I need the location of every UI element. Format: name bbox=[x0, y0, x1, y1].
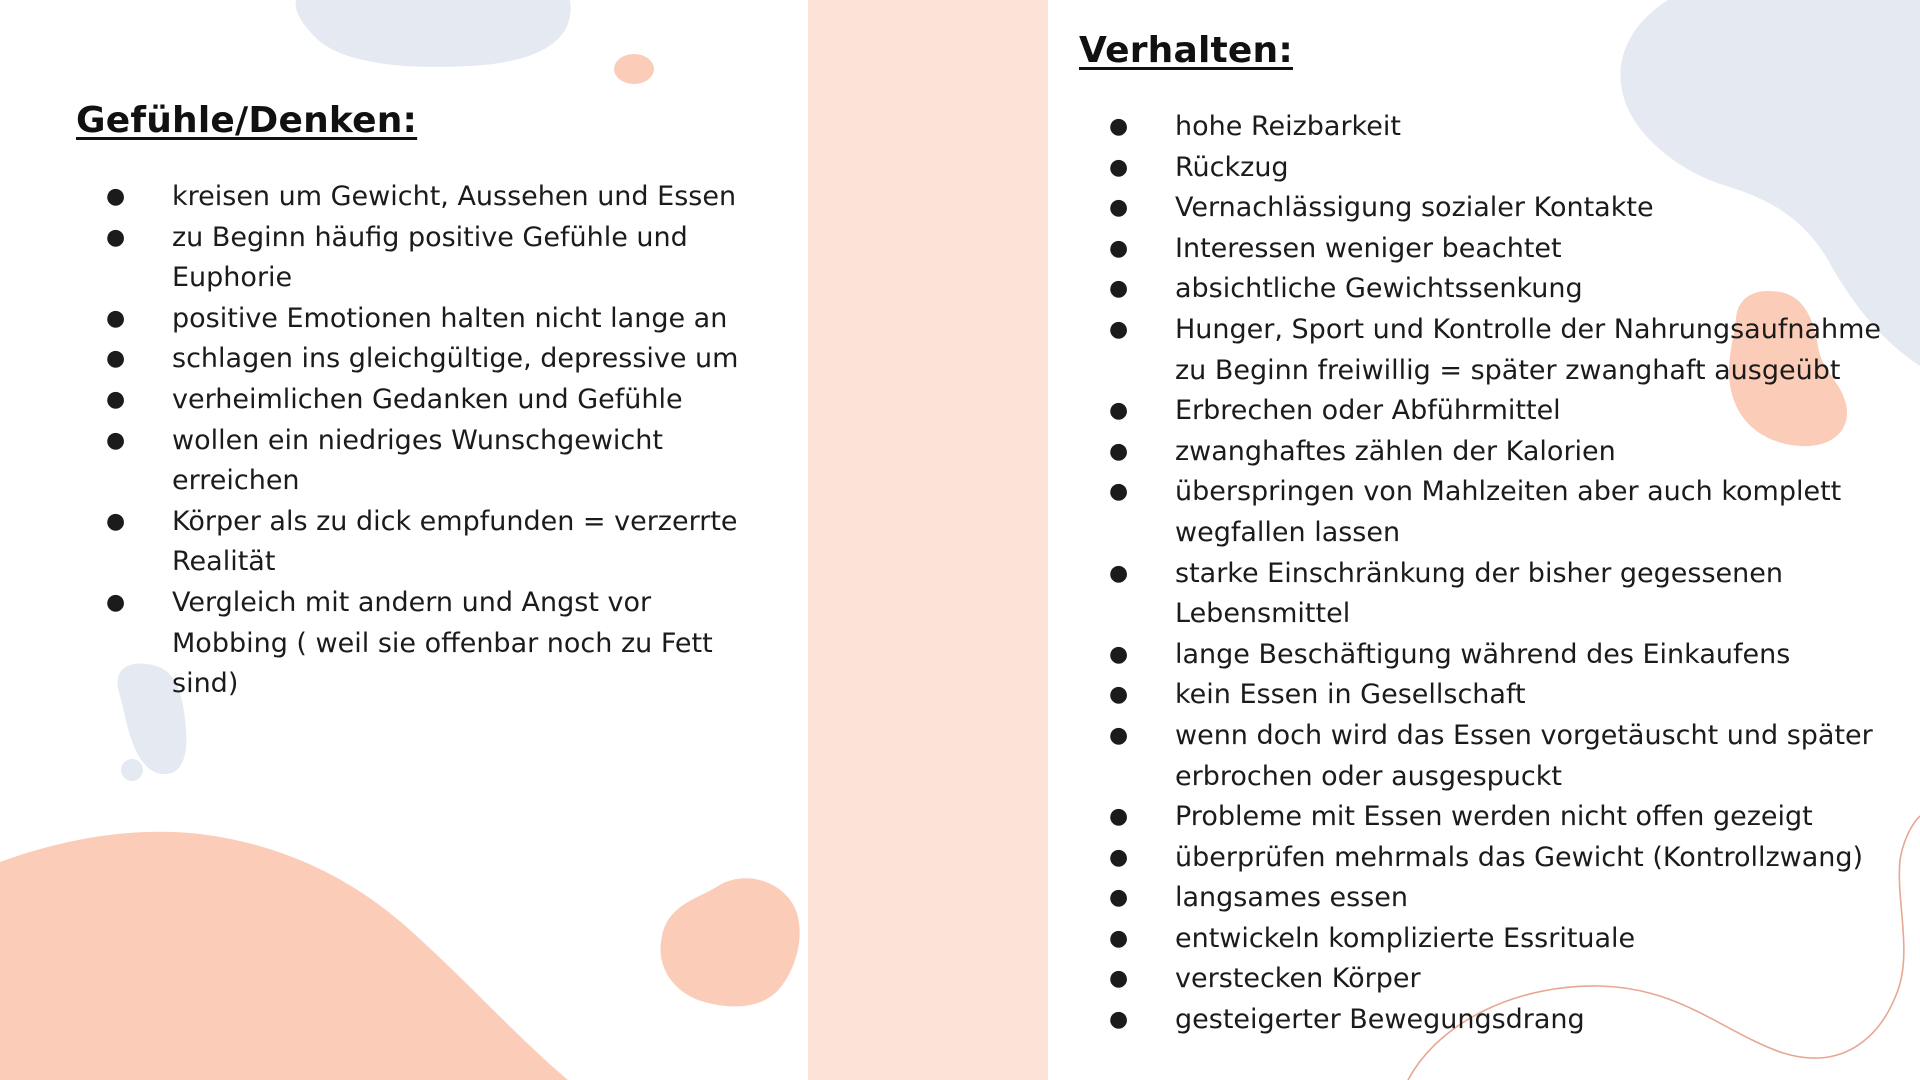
list-item bbox=[1079, 432, 1899, 473]
list-item-text: zu Beginn häufig positive Gefühle und Euphorie bbox=[172, 221, 688, 294]
list-item bbox=[76, 502, 756, 583]
list-item-text: langsames essen bbox=[1175, 882, 1408, 914]
bullet-icon: ● bbox=[1109, 925, 1129, 951]
blue-dot-left bbox=[121, 759, 143, 781]
bullet-icon: ● bbox=[1109, 195, 1129, 221]
list-item bbox=[76, 421, 756, 502]
list-item-text: gesteigerter Bewegungsdrang bbox=[1175, 1004, 1585, 1036]
bullet-icon: ● bbox=[1109, 966, 1129, 992]
bullet-icon: ● bbox=[1109, 804, 1129, 830]
list-item bbox=[1079, 554, 1899, 635]
list-item-text: Rückzug bbox=[1175, 151, 1289, 183]
bullet-icon: ● bbox=[106, 589, 126, 615]
blue-blob-top bbox=[296, 0, 571, 67]
bullet-icon: ● bbox=[1109, 114, 1129, 139]
list-item bbox=[1079, 635, 1899, 676]
bullet-icon: ● bbox=[1109, 844, 1129, 870]
list-item bbox=[1079, 919, 1899, 960]
list-item bbox=[1079, 675, 1899, 716]
list-item-text: verheimlichen Gedanken und Gefühle bbox=[172, 383, 683, 415]
bullet-icon: ● bbox=[106, 427, 126, 453]
list-item-text: überspringen von Mahlzeiten aber auch komplett wegfallen lassen bbox=[1175, 476, 1842, 548]
bullet-icon: ● bbox=[1109, 641, 1129, 667]
list-item bbox=[1079, 391, 1899, 432]
list-item bbox=[1079, 1000, 1899, 1041]
feelings-thinking-list bbox=[76, 177, 756, 705]
list-item-text: kein Essen in Gesellschaft bbox=[1175, 679, 1526, 711]
list-item-text: verstecken Körper bbox=[1175, 963, 1421, 995]
list-item bbox=[1079, 269, 1899, 310]
list-item-text: starke Einschränkung der bisher gegessenen Lebensmittel bbox=[1175, 557, 1784, 630]
peach-blob-bottom bbox=[661, 878, 800, 1006]
bullet-icon: ● bbox=[1109, 682, 1129, 708]
bullet-icon: ● bbox=[1109, 154, 1129, 180]
list-item bbox=[76, 299, 756, 340]
feelings-thinking-section bbox=[76, 100, 756, 705]
bullet-icon: ● bbox=[1109, 560, 1129, 586]
list-item-text: positive Emotionen halten nicht lange an bbox=[172, 302, 728, 334]
list-item-text: entwickeln komplizierte Essrituale bbox=[1175, 922, 1636, 954]
list-item bbox=[1079, 148, 1899, 189]
list-item bbox=[1079, 716, 1899, 797]
list-item bbox=[1079, 188, 1899, 229]
list-item bbox=[1079, 472, 1899, 553]
list-item-text: zwanghaftes zählen der Kalorien bbox=[1175, 435, 1616, 467]
bullet-icon: ● bbox=[1109, 885, 1129, 911]
feelings-thinking-heading: Gefühle/Denken: bbox=[76, 100, 418, 141]
list-item-text: schlagen ins gleichgültige, depressive um bbox=[172, 343, 739, 375]
behavior-section bbox=[1079, 30, 1899, 1041]
bullet-icon: ● bbox=[106, 184, 126, 209]
list-item bbox=[76, 583, 756, 705]
list-item bbox=[1079, 878, 1899, 919]
peach-wave-bottom-left bbox=[0, 832, 568, 1080]
list-item-text: wenn doch wird das Essen vorgetäuscht und später erbrochen oder ausgespuckt bbox=[1175, 719, 1873, 792]
bullet-icon: ● bbox=[1109, 398, 1129, 424]
list-item-text: hohe Reizbarkeit bbox=[1175, 111, 1401, 142]
list-item bbox=[76, 380, 756, 421]
list-item bbox=[1079, 959, 1899, 1000]
peach-dot-small bbox=[614, 54, 654, 84]
list-item-text: Körper als zu dick empfunden = verzerrte Realität bbox=[172, 505, 738, 578]
list-item bbox=[1079, 797, 1899, 838]
list-item-text: Probleme mit Essen werden nicht offen gezeigt bbox=[1175, 801, 1813, 833]
bullet-icon: ● bbox=[1109, 235, 1129, 261]
list-item-text: überprüfen mehrmals das Gewicht (Kontrollzwang) bbox=[1175, 841, 1864, 873]
bullet-icon: ● bbox=[1109, 438, 1129, 464]
bullet-icon: ● bbox=[106, 508, 126, 534]
list-item bbox=[1079, 107, 1899, 148]
list-item-text: wollen ein niedriges Wunschgewicht erreichen bbox=[172, 424, 663, 497]
behavior-list bbox=[1079, 107, 1899, 1041]
list-item bbox=[76, 177, 756, 218]
bullet-icon: ● bbox=[106, 224, 126, 250]
list-item-text: lange Beschäftigung während des Einkaufens bbox=[1175, 638, 1791, 670]
list-item-text: Vergleich mit andern und Angst vor Mobbing ( weil sie offenbar noch zu Fett sind) bbox=[172, 586, 713, 700]
list-item-text: kreisen um Gewicht, Aussehen und Essen bbox=[172, 181, 737, 212]
bullet-icon: ● bbox=[106, 305, 126, 331]
bullet-icon: ● bbox=[1109, 316, 1129, 342]
list-item-text: Interessen weniger beachtet bbox=[1175, 232, 1562, 264]
bullet-icon: ● bbox=[106, 346, 126, 372]
behavior-heading: Verhalten: bbox=[1079, 30, 1293, 71]
bullet-icon: ● bbox=[1109, 722, 1129, 748]
list-item-text: Erbrechen oder Abführmittel bbox=[1175, 395, 1561, 427]
list-item-text: Hunger, Sport und Kontrolle der Nahrungsaufnahme zu Beginn freiwillig = später zwanghaft ausgeübt bbox=[1175, 313, 1882, 386]
center-stripe bbox=[808, 0, 1048, 1080]
list-item bbox=[1079, 838, 1899, 879]
list-item-text: absichtliche Gewichtssenkung bbox=[1175, 273, 1583, 305]
bullet-icon: ● bbox=[1109, 1007, 1129, 1033]
bullet-icon: ● bbox=[1109, 479, 1129, 505]
list-item bbox=[1079, 229, 1899, 270]
list-item bbox=[76, 218, 756, 299]
list-item bbox=[76, 339, 756, 380]
list-item bbox=[1079, 310, 1899, 391]
bullet-icon: ● bbox=[1109, 276, 1129, 302]
bullet-icon: ● bbox=[106, 386, 126, 412]
list-item-text: Vernachlässigung sozialer Kontakte bbox=[1175, 192, 1654, 224]
